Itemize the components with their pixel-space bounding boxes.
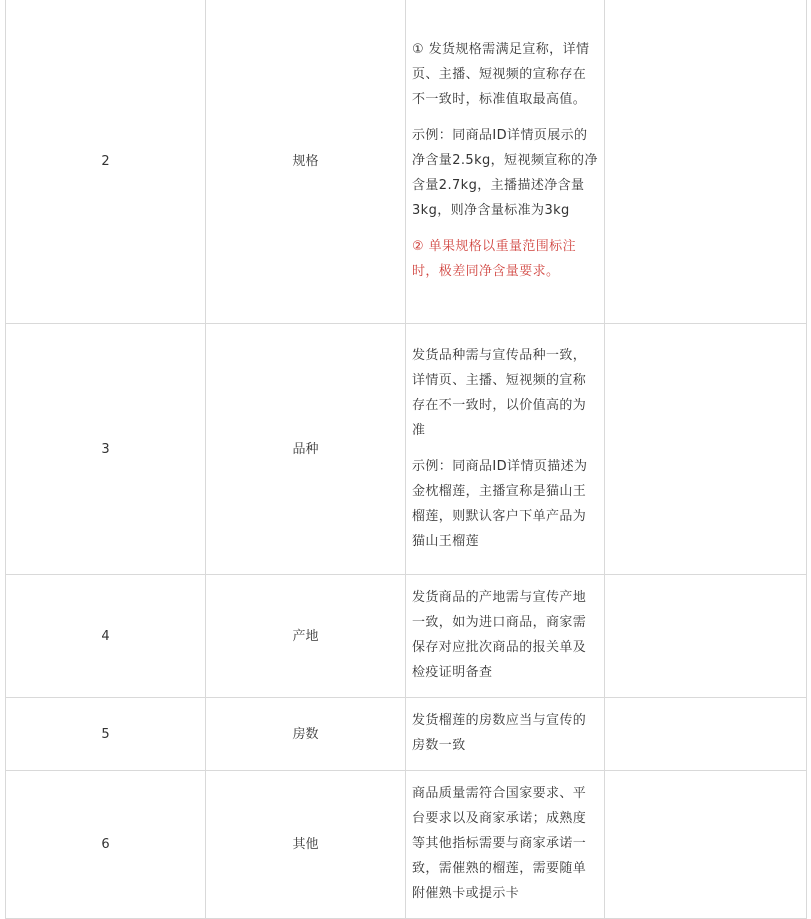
table-row (6, 324, 807, 575)
item-name: 规格 (206, 0, 406, 324)
empty-cell (605, 0, 807, 324)
row-number: 2 (6, 0, 206, 324)
table-row (6, 771, 807, 919)
table-row (6, 575, 807, 698)
empty-cell (605, 575, 807, 698)
example-paragraph: 示例：同商品ID详情页描述为金枕榴莲，主播宣称是猫山王榴莲，则默认客户下单产品为猫山王榴莲 (412, 458, 588, 549)
item-name: 房数 (206, 698, 406, 771)
requirement-paragraph: 商品质量需符合国家要求、平台要求以及商家承诺；成熟度等其他指标需要与商家承诺一致，需催熟的榴莲，需要随单附催熟卡或提示卡 (412, 786, 587, 901)
row-number: 5 (6, 698, 206, 771)
item-name: 产地 (206, 575, 406, 698)
requirement-text (406, 771, 605, 919)
requirement-paragraph: 发货品种需与宣传品种一致，详情页、主播、短视频的宣称存在不一致时，以价值高的为准 (412, 347, 587, 438)
highlighted-requirement: ② 单果规格以重量范围标注时，极差同净含量要求。 (412, 239, 576, 279)
requirement-paragraph: 发货商品的产地需与宣传产地一致，如为进口商品，商家需保存对应批次商品的报关单及检疫证明备查 (412, 590, 587, 680)
requirement-text (406, 575, 605, 698)
table-row (6, 698, 807, 771)
table-row (6, 0, 807, 324)
requirement-text (406, 0, 605, 324)
example-paragraph: 示例：同商品ID详情页展示的净含量2.5kg，短视频宣称的净含量2.7kg，主播描述净含量3kg，则净含量标准为3kg (412, 128, 598, 218)
requirement-text (406, 698, 605, 771)
row-number: 3 (6, 324, 206, 575)
requirements-table (5, 0, 807, 919)
row-number: 6 (6, 771, 206, 919)
requirement-paragraph: ① 发货规格需满足宣称，详情页、主播、短视频的宣称存在不一致时，标准值取最高值。 (412, 42, 590, 107)
item-name: 其他 (206, 771, 406, 919)
requirement-text (406, 324, 605, 575)
item-name: 品种 (206, 324, 406, 575)
empty-cell (605, 698, 807, 771)
row-number: 4 (6, 575, 206, 698)
empty-cell (605, 771, 807, 919)
empty-cell (605, 324, 807, 575)
requirement-paragraph: 发货榴莲的房数应当与宣传的房数一致 (412, 713, 587, 753)
